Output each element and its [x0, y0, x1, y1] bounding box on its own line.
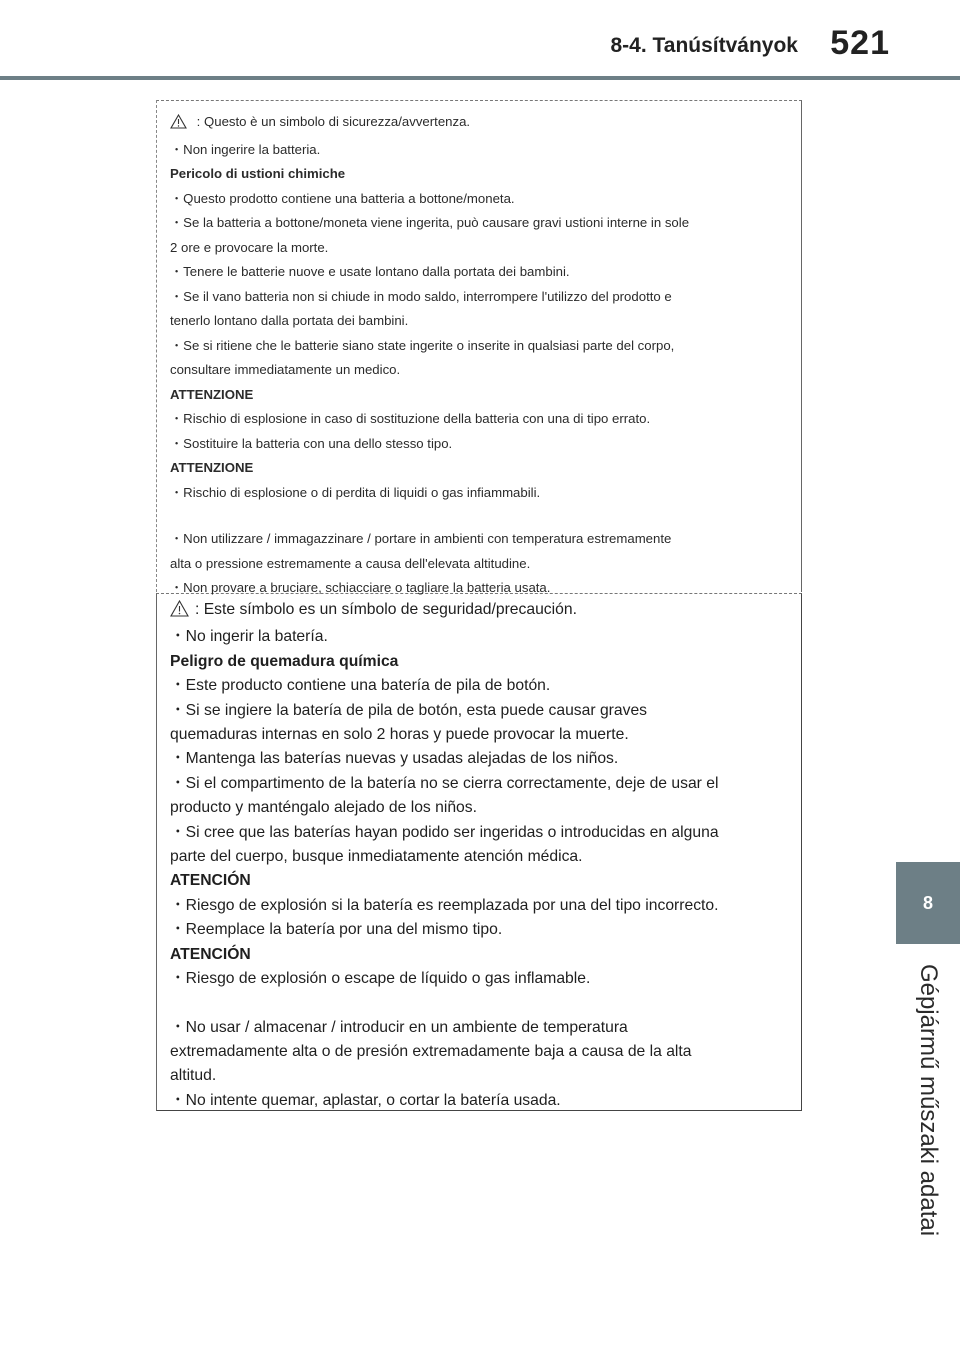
warning-triangle-icon: [170, 600, 189, 625]
notice-line: alta o pressione estremamente a causa dell'elevata altitudine.: [170, 555, 531, 571]
chapter-tab: [896, 862, 960, 944]
symbol-line: [170, 598, 790, 625]
notice-line: ・No intente quemar, aplastar, o cortar la batería usada.: [170, 1091, 561, 1109]
notice-line: ・Sostituire la batteria con una dello stesso tipo.: [170, 435, 453, 451]
symbol-description: : Este símbolo es un símbolo de seguridad/precaución.: [195, 601, 577, 618]
notice-line: extremadamente alta o de presión extremadamente baja a causa de la alta: [170, 1042, 692, 1060]
symbol-description: : Questo è un simbolo di sicurezza/avvertenza.: [196, 114, 471, 129]
notice-line: ・Si el compartimento de la batería no se cierra correctamente, deje de usar el: [170, 774, 719, 792]
notice-line: producto y manténgalo alejado de los niños.: [170, 799, 477, 817]
notice-line: ・Non utilizzare / immagazzinare / portare in ambienti con temperatura estremamente: [170, 531, 672, 546]
notice-line: ・No usar / almacenar / introducir en un ambiente de temperatura: [170, 1018, 628, 1036]
page-header: [0, 0, 960, 80]
page-number: 521: [830, 24, 890, 62]
notice-line: altitud.: [170, 1067, 217, 1085]
notice-line: ・Si cree que las baterías hayan podido ser ingeridas o introducidas en alguna: [170, 823, 719, 841]
spacer: [170, 992, 790, 1016]
notice-line: ・Se la batteria a bottone/moneta viene ingerita, può causare gravi ustioni interne in sole: [170, 215, 690, 230]
notice-line: ・Tenere le batterie nuove e usate lontano dalla portata dei bambini.: [170, 264, 570, 279]
notice-heading: ATENCIÓN: [170, 872, 251, 890]
notice-heading: ATTENZIONE: [170, 386, 254, 402]
notice-line: quemaduras internas en solo 2 horas y puede provocar la muerte.: [170, 726, 629, 744]
notice-line: consultare immediatamente un medico.: [170, 362, 401, 377]
notice-line: parte del cuerpo, busque inmediatamente atención médica.: [170, 848, 583, 866]
notice-line: tenerlo lontano dalla portata dei bambini.: [170, 313, 409, 328]
notice-line: ・Questo prodotto contiene una batteria a bottone/moneta.: [170, 190, 515, 206]
notice-line: ・Riesgo de explosión o escape de líquido o gas inflamable.: [170, 970, 591, 988]
notice-line: ・Non provare a bruciare, schiacciare o tagliare la batteria usata.: [170, 580, 551, 595]
notice-line: ・No ingerir la batería.: [170, 628, 328, 646]
notice-line: ・Este producto contiene una batería de pila de botón.: [170, 677, 551, 695]
symbol-line: [170, 110, 790, 138]
notice-heading: Peligro de quemadura química: [170, 652, 399, 670]
notice-line: ・Mantenga las baterías nuevas y usadas alejadas de los niños.: [170, 750, 619, 768]
warning-triangle-icon: [170, 113, 187, 138]
header-rule: [0, 76, 960, 80]
notice-line: ・Se si ritiene che le batterie siano state ingerite o inserite in qualsiasi parte del corpo,: [170, 337, 675, 353]
notice-line: ・Non ingerire la batteria.: [170, 141, 321, 157]
spanish-notice: [170, 598, 790, 1113]
notice-heading: ATTENZIONE: [170, 460, 254, 475]
section-title: 8-4. Tanúsítványok: [610, 34, 798, 57]
spacer: [170, 505, 790, 527]
notice-line: ・Rischio di esplosione o di perdita di liquidi o gas infiammabili.: [170, 484, 541, 500]
notice-line: 2 ore e provocare la morte.: [170, 239, 329, 255]
notice-heading: ATENCIÓN: [170, 945, 251, 963]
chapter-caption: Gépjármű műszaki adatai: [915, 963, 942, 1237]
notice-heading: Pericolo di ustioni chimiche: [170, 166, 346, 181]
notice-line: ・Rischio di esplosione in caso di sostituzione della batteria con una di tipo errato.: [170, 411, 651, 426]
chapter-number: 8: [922, 892, 933, 913]
notice-line: ・Se il vano batteria non si chiude in modo saldo, interrompere l'utilizzo del prodotto e: [170, 288, 672, 304]
notice-line: ・Si se ingiere la batería de pila de botón, esta puede causar graves: [170, 701, 648, 719]
italian-notice: [170, 110, 790, 601]
notice-line: ・Riesgo de explosión si la batería es reemplazada por una del tipo incorrecto.: [170, 896, 719, 914]
notice-line: ・Reemplace la batería por una del mismo tipo.: [170, 921, 503, 939]
